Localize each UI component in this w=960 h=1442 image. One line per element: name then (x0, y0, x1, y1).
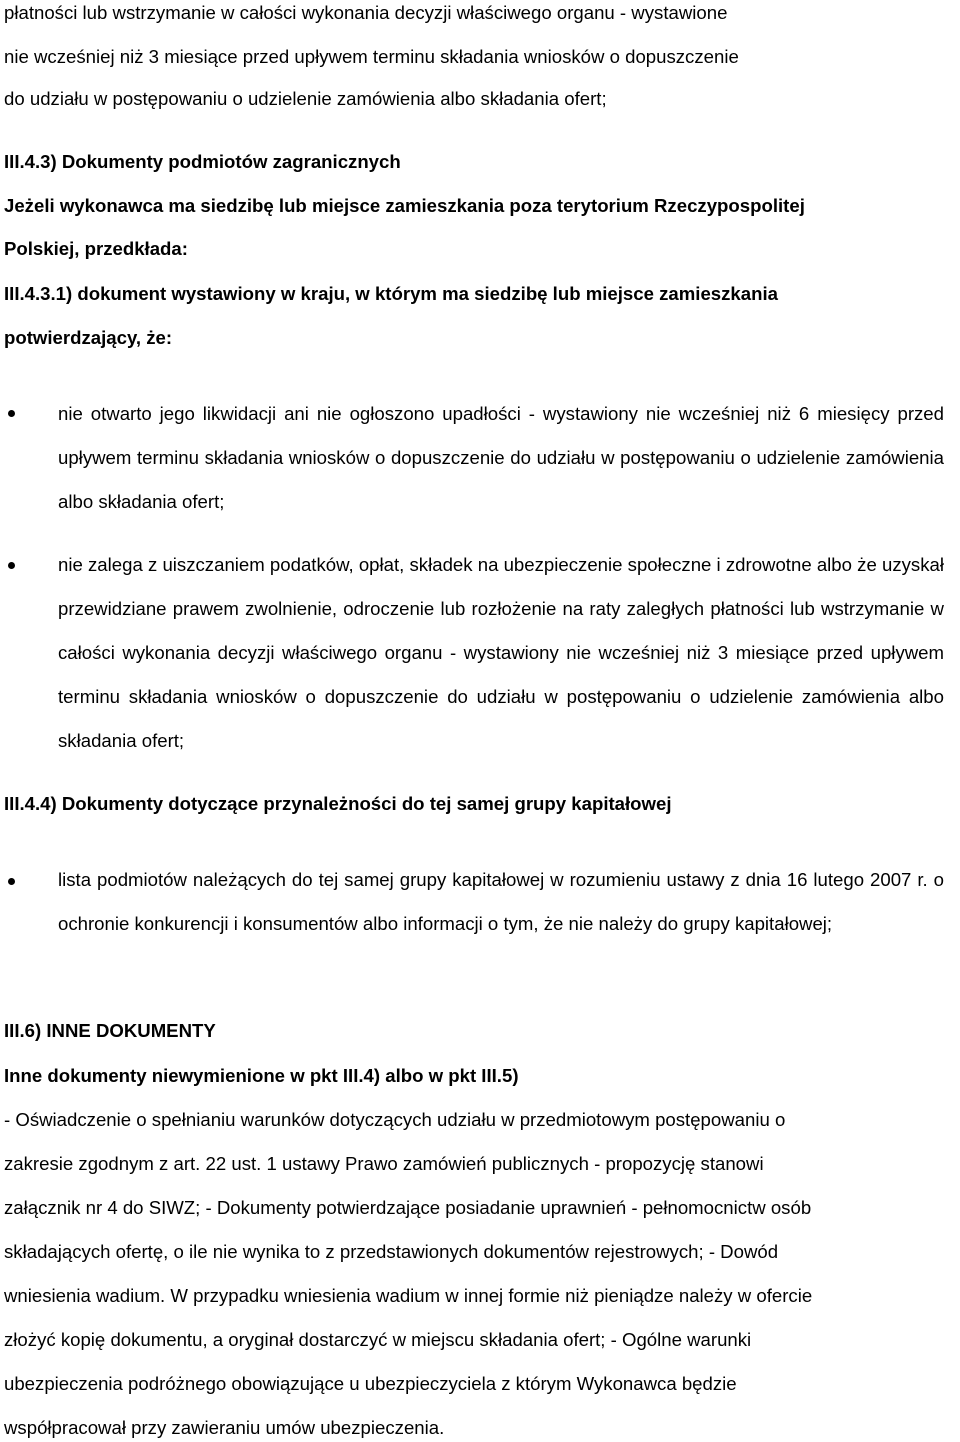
section-344-heading: III.4.4) Dokumenty dotyczące przynależności do tej samej grupy kapitałowej (4, 793, 672, 814)
list-item: nie otwarto jego likwidacji ani nie ogłoszono upadłości - wystawiony nie wcześniej niż 6 miesięcy przed upływem terminu składania wniosków o dopuszczenie do udziału w postępowaniu o udzielenie zamówienia albo składania ofert; (58, 403, 944, 512)
paragraph-line: składających ofertę, o ile nie wynika to z przedstawionych dokumentów rejestrowych; - Dowód (4, 1241, 779, 1262)
intro-line-1: płatności lub wstrzymanie w całości wykonania decyzji właściwego organu - wystawione (4, 2, 728, 23)
section-343-line-1: Jeżeli wykonawca ma siedzibę lub miejsce zamieszkania poza terytorium Rzeczypospolitej (4, 195, 805, 216)
paragraph-line: wniesienia wadium. W przypadku wniesienia wadium w innej formie niż pieniądze należy w ofercie (4, 1285, 813, 1306)
bullet-icon (8, 410, 15, 417)
intro-line-3: do udziału w postępowaniu o udzielenie zamówienia albo składania ofert; (4, 88, 607, 109)
paragraph-line: zakresie zgodnym z art. 22 ust. 1 ustawy Prawo zamówień publicznych - propozycję stanowi (4, 1153, 764, 1174)
paragraph-line: ubezpieczenia podróżnego obowiązujące u ubezpieczyciela z którym Wykonawca będzie (4, 1373, 737, 1394)
section-36-heading: III.6) INNE DOKUMENTY (4, 1020, 216, 1041)
intro-line-2: nie wcześniej niż 3 miesiące przed upływem terminu składania wniosków o dopuszczenie (4, 46, 739, 67)
paragraph-line: - Oświadczenie o spełnianiu warunków dotyczących udziału w przedmiotowym postępowaniu o (4, 1109, 786, 1130)
section-36-subheading: Inne dokumenty niewymienione w pkt III.4) albo w pkt III.5) (4, 1065, 519, 1086)
section-3431-line-1: III.4.3.1) dokument wystawiony w kraju, w którym ma siedzibę lub miejsce zamieszkania (4, 283, 778, 304)
bullet-icon (8, 878, 15, 885)
bullet-icon (8, 562, 15, 569)
section-343-line-2: Polskiej, przedkłada: (4, 238, 188, 259)
paragraph-line: złożyć kopię dokumentu, a oryginał dostarczyć w miejscu składania ofert; - Ogólne warunki (4, 1329, 752, 1350)
section-3431-line-2: potwierdzający, że: (4, 327, 173, 348)
paragraph-line: współpracował przy zawieraniu umów ubezpieczenia. (4, 1417, 445, 1438)
list-item: nie zalega z uiszczaniem podatków, opłat, składek na ubezpieczenie społeczne i zdrowotne albo że uzyskał przewidziane prawem zwolnienie, odroczenie lub rozłożenie na raty zaległych płatności lub wstrzymanie w całości wykonania decyzji właściwego organu - wystawiony nie wcześniej niż 3 miesiące przed upływem terminu składania wniosków o dopuszczenie do udziału w postępowaniu o udzielenie zamówienia albo składania ofert; (58, 554, 944, 751)
section-343-heading: III.4.3) Dokumenty podmiotów zagranicznych (4, 151, 401, 172)
paragraph-line: załącznik nr 4 do SIWZ; - Dokumenty potwierdzające posiadanie uprawnień - pełnomocnictw osób (4, 1197, 812, 1218)
list-item: lista podmiotów należących do tej samej grupy kapitałowej w rozumieniu ustawy z dnia 16 lutego 2007 r. o ochronie konkurencji i konsumentów albo informacji o tym, że nie należy do grupy kapitałowej; (58, 869, 944, 934)
